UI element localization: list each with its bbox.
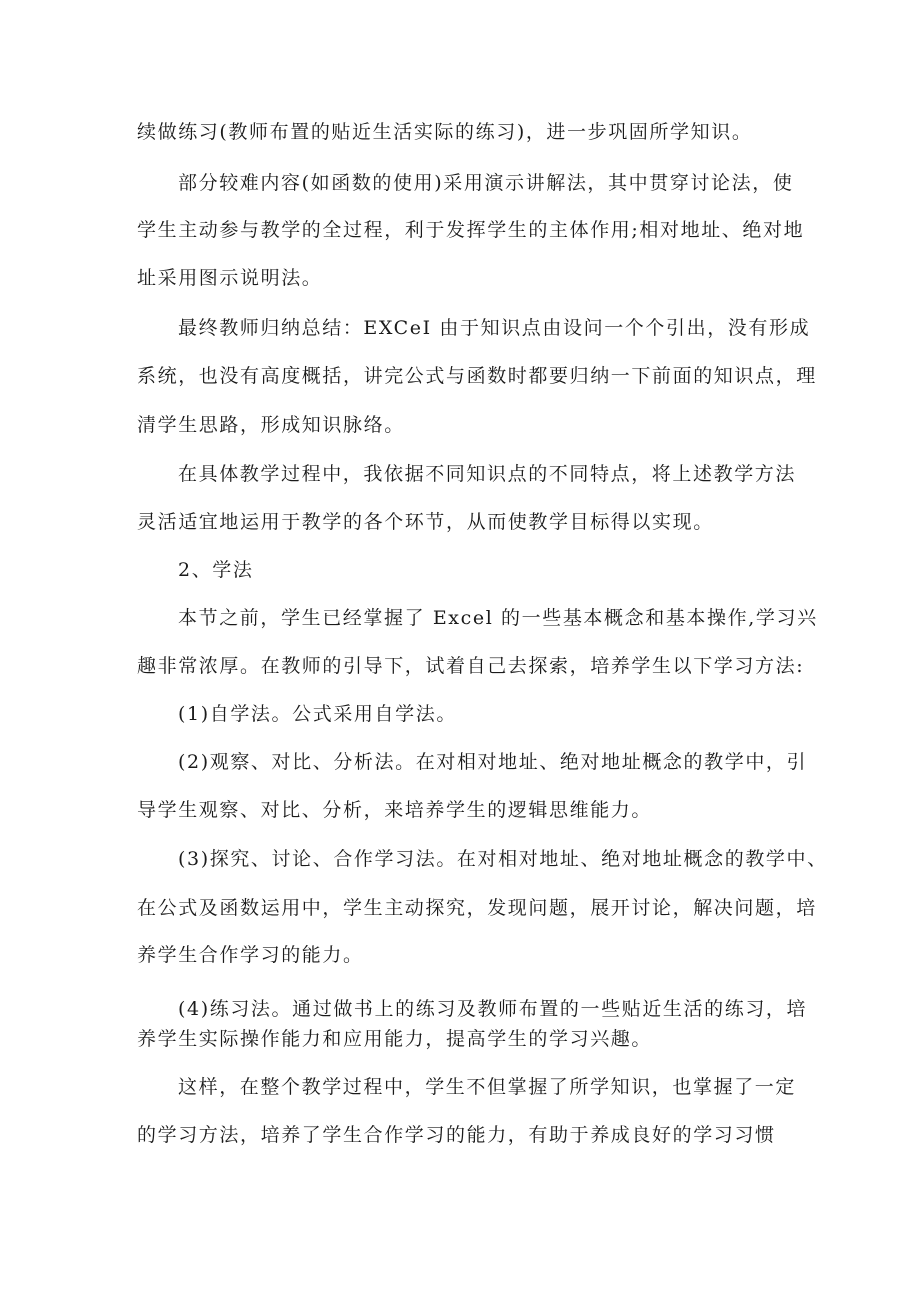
text-line: 这样，在整个教学过程中，学生不但掌握了所学知识，也掌握了一定	[178, 1076, 797, 1098]
text-line: 系统，也没有高度概括，讲完公式与函数时都要归纳一下前面的知识点，理	[137, 365, 817, 387]
text-line: 部分较难内容(如函数的使用)采用演示讲解法，其中贯穿讨论法，使	[178, 172, 794, 194]
text-line: 灵活适宜地运用于教学的各个环节，从而使教学目标得以实现。	[137, 511, 714, 533]
text-line: 趣非常浓厚。在教师的引导下，试着自己去探索，培养学生以下学习方法:	[137, 655, 805, 677]
text-line: 续做练习(教师布置的贴近生活实际的练习)，进一步巩固所学知识。	[137, 121, 753, 143]
text-line: 在具体教学过程中，我依据不同知识点的不同特点，将上述教学方法	[178, 463, 797, 485]
text-line: 最终教师归纳总结：EXCeI 由于知识点由设问一个个引出，没有形成	[178, 317, 811, 339]
text-line: 在公式及函数运用中，学生主动探究，发现问题，展开讨论，解决问题，培	[137, 897, 817, 919]
text-line: 导学生观察、对比、分析，来培养学生的逻辑思维能力。	[137, 799, 653, 821]
section-heading: 2、学法	[178, 559, 254, 581]
text-line: 清学生思路，形成知识脉络。	[137, 414, 405, 436]
text-line: 本节之前，学生已经掌握了 Excel 的一些基本概念和基本操作,学习兴	[178, 607, 818, 629]
text-line: 址采用图示说明法。	[137, 267, 323, 289]
text-line: 学生主动参与教学的全过程，利于发挥学生的主体作用;相对地址、绝对地	[137, 219, 805, 241]
text-line: 养学生合作学习的能力。	[137, 944, 364, 966]
text-line: 养学生实际操作能力和应用能力，提高学生的学习兴趣。	[137, 1028, 653, 1050]
list-item: (3)探究、讨论、合作学习法。在对相对地址、绝对地址概念的教学中、	[178, 848, 828, 870]
list-item: (1)自学法。公式采用自学法。	[178, 703, 457, 725]
list-item: (2)观察、对比、分析法。在对相对地址、绝对地址概念的教学中，引	[178, 751, 808, 773]
list-item: (4)练习法。通过做书上的练习及教师布置的一些贴近生活的练习，培	[178, 998, 808, 1020]
text-line: 的学习方法，培养了学生合作学习的能力，有助于养成良好的学习习惯	[137, 1124, 776, 1146]
